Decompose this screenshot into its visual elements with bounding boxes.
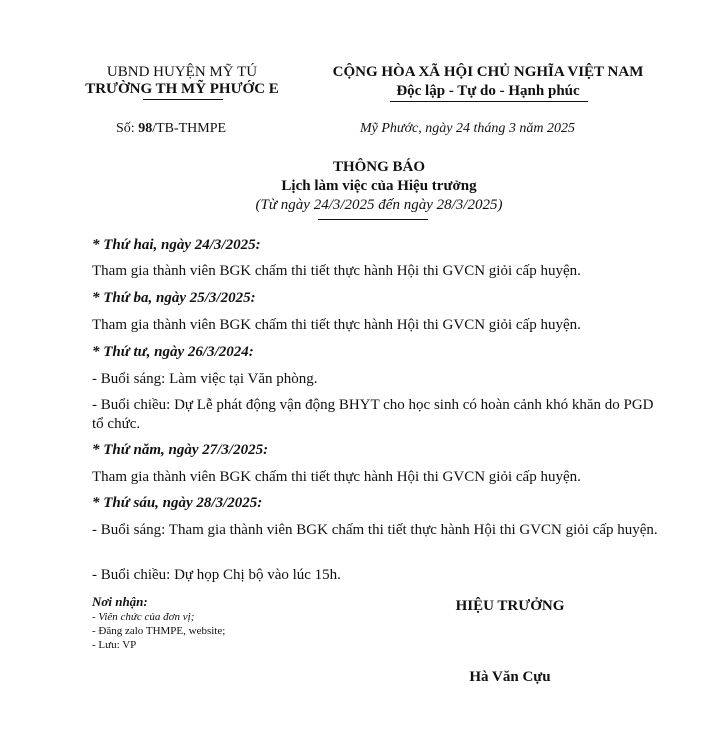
signer-name: Hà Văn Cựu — [469, 669, 551, 685]
recipient-item: - Viên chức của đơn vị; — [92, 611, 195, 623]
day-heading-monday: * Thứ hai, ngày 24/3/2025: — [92, 237, 261, 253]
signature-title: HIỆU TRƯỞNG — [455, 598, 565, 614]
schedule-item: Tham gia thành viên BGK chấm thi tiết thực hành Hội thi GVCN giỏi cấp huyện. — [92, 469, 581, 485]
schedule-item: - Buổi chiều: Dự họp Chị bộ vào lúc 15h. — [92, 567, 341, 583]
schedule-item: Tham gia thành viên BGK chấm thi tiết thực hành Hội thi GVCN giỏi cấp huyện. — [92, 263, 581, 279]
national-motto: Độc lập - Tự do - Hạnh phúc — [396, 83, 580, 99]
schedule-item: - Buổi sáng: Tham gia thành viên BGK chấm thi tiết thực hành Hội thi GVCN giỏi cấp huyện. — [92, 522, 658, 538]
school-name: TRƯỜNG TH MỸ PHƯỚC E — [85, 81, 279, 97]
school-name-underline — [143, 99, 223, 100]
document-subtitle: Lịch làm việc của Hiệu trưởng — [281, 178, 477, 194]
place-date: Mỹ Phước, ngày 24 tháng 3 năm 2025 — [360, 121, 575, 136]
schedule-item: - Buổi chiều: Dự Lễ phát động vận động BHYT cho học sinh có hoàn cảnh khó khăn do PGD tổ chức. — [92, 397, 654, 432]
recipients-label: Nơi nhận: — [92, 594, 148, 609]
date-range: (Từ ngày 24/3/2025 đến ngày 28/3/2025) — [255, 197, 503, 213]
motto-underline — [390, 101, 588, 102]
schedule-item: Tham gia thành viên BGK chấm thi tiết thực hành Hội thi GVCN giỏi cấp huyện. — [92, 317, 581, 333]
recipient-item: - Lưu: VP — [92, 639, 137, 651]
recipient-item: - Đăng zalo THMPE, website; — [92, 625, 226, 637]
agency-name: UBND HUYỆN MỸ TÚ — [106, 64, 258, 80]
document-title: THÔNG BÁO — [332, 159, 426, 175]
title-underline — [318, 219, 428, 220]
day-heading-friday: * Thứ sáu, ngày 28/3/2025: — [92, 495, 263, 511]
day-heading-wednesday: * Thứ tư, ngày 26/3/2024: — [92, 344, 254, 360]
day-heading-tuesday: * Thứ ba, ngày 25/3/2025: — [92, 290, 256, 306]
schedule-item: - Buổi sáng: Làm việc tại Văn phòng. — [92, 371, 318, 387]
document-number: Số: 98/TB-THMPE — [116, 121, 227, 136]
day-heading-thursday: * Thứ năm, ngày 27/3/2025: — [92, 442, 269, 458]
national-title: CỘNG HÒA XÃ HỘI CHỦ NGHĨA VIỆT NAM — [332, 64, 644, 80]
